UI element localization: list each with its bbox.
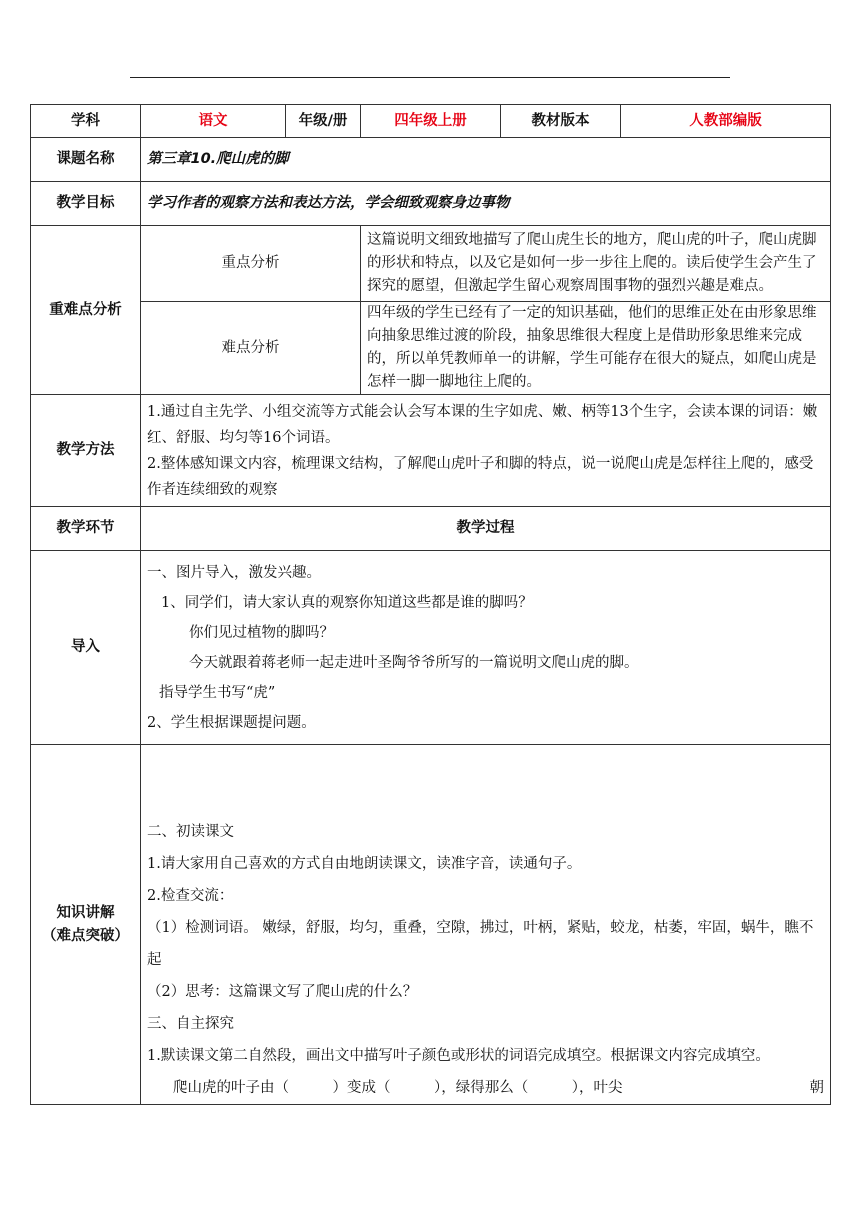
edition-label: 教材版本 (501, 105, 621, 138)
grade-label: 年级/册 (286, 105, 361, 138)
knowledge-line: 2.检查交流： (147, 888, 234, 904)
intro-line: 一、图片导入，激发兴趣。 (147, 564, 321, 581)
knowledge-line: 1.默读课文第二自然段，画出文中描写叶子颜色或形状的词语完成填空。根据课文内容完成填空。 (147, 1048, 770, 1064)
key-point-row (31, 226, 831, 302)
grade-value: 四年级上册 (361, 105, 501, 138)
title-row (31, 138, 831, 182)
fill-in-left: 爬山虎的叶子由（ ）变成（ ），绿得那么（ ），叶尖 (173, 1080, 623, 1096)
method-paragraph-2: 2.整体感知课文内容，梳理课文结构，了解爬山虎叶子和脚的特点，说一说爬山虎是怎样往上爬的，感受作者连续细致的观察 (147, 455, 814, 498)
goal-row (31, 182, 831, 226)
hard-point-text: 四年级的学生已经有了一定的知识基础，他们的思维正处在由形象思维向抽象思维过渡的阶段，抽象思维很大程度上是借助形象思维来完成的，所以单凭教师单一的讲解，学生可能存在很大的疑点，如爬山虎是怎样一脚一脚地往上爬的。 (361, 302, 831, 395)
intro-line: 今天就跟着蒋老师一起走进叶圣陶爷爷所写的一篇说明文爬山虎的脚。 (189, 654, 639, 671)
process-header-right: 教学过程 (141, 507, 831, 551)
knowledge-line: 二、初读课文 (147, 824, 234, 840)
knowledge-label-line-1: 知识讲解 (56, 904, 115, 921)
key-point-label: 重点分析 (141, 226, 361, 302)
edition-value: 人教部编版 (621, 105, 831, 138)
goal-label: 教学目标 (31, 182, 141, 226)
header-rule (130, 77, 730, 78)
knowledge-line: 三、自主探究 (147, 1016, 234, 1032)
process-header-row (31, 507, 831, 551)
process-header-left: 教学环节 (31, 507, 141, 551)
key-point-text: 这篇说明文细致地描写了爬山虎生长的地方，爬山虎的叶子，爬山虎脚的形状和特点，以及它是如何一步一步往上爬的。读后使学生会产生了探究的愿望，但激起学生留心观察周围事物的强烈兴趣是难点。 (361, 226, 831, 302)
intro-line: 2、学生根据课题提问题。 (147, 714, 316, 731)
intro-line: 1、同学们，请大家认真的观察你知道这些都是谁的脚吗？ (161, 594, 533, 611)
intro-content (141, 551, 831, 745)
knowledge-content (141, 745, 831, 1105)
meta-row (31, 105, 831, 138)
lesson-title-label: 课题名称 (31, 138, 141, 182)
knowledge-line: （2）思考：这篇课文写了爬山虎的什么？ (147, 984, 418, 1000)
subject-value: 语文 (141, 105, 286, 138)
subject-label: 学科 (31, 105, 141, 138)
lesson-plan-table (30, 104, 831, 1105)
intro-label: 导入 (31, 551, 141, 745)
knowledge-row (31, 745, 831, 1105)
method-label: 教学方法 (31, 395, 141, 507)
hard-point-row (31, 302, 831, 395)
knowledge-line: （1）检测词语。 嫩绿，舒服，均匀，重叠，空隙，拂过，叶柄，紧贴，蛟龙，枯萎，牢固，蜗牛，瞧不起 (147, 920, 814, 968)
hard-point-label: 难点分析 (141, 302, 361, 395)
fill-in-line (147, 1072, 824, 1104)
method-content (141, 395, 831, 507)
knowledge-label (31, 745, 141, 1105)
method-paragraph-1: 1.通过自主先学、小组交流等方式能会认会写本课的生字如虎、嫩、柄等13个生字，会读本课的词语：嫩红、舒服、均匀等16个词语。 (147, 403, 818, 446)
lesson-title-value: 第三章10.爬山虎的脚 (141, 138, 831, 182)
intro-line: 指导学生书写“虎” (159, 684, 276, 701)
intro-line: 你们见过植物的脚吗？ (189, 624, 334, 641)
method-row (31, 395, 831, 507)
goal-value: 学习作者的观察方法和表达方法，学会细致观察身边事物 (141, 182, 831, 226)
difficulty-label: 重难点分析 (31, 226, 141, 395)
knowledge-label-line-2: （难点突破） (42, 927, 129, 944)
knowledge-line: 1.请大家用自己喜欢的方式自由地朗读课文，读准字音，读通句子。 (147, 856, 582, 872)
fill-in-right: 朝 (809, 1080, 824, 1096)
intro-row (31, 551, 831, 745)
